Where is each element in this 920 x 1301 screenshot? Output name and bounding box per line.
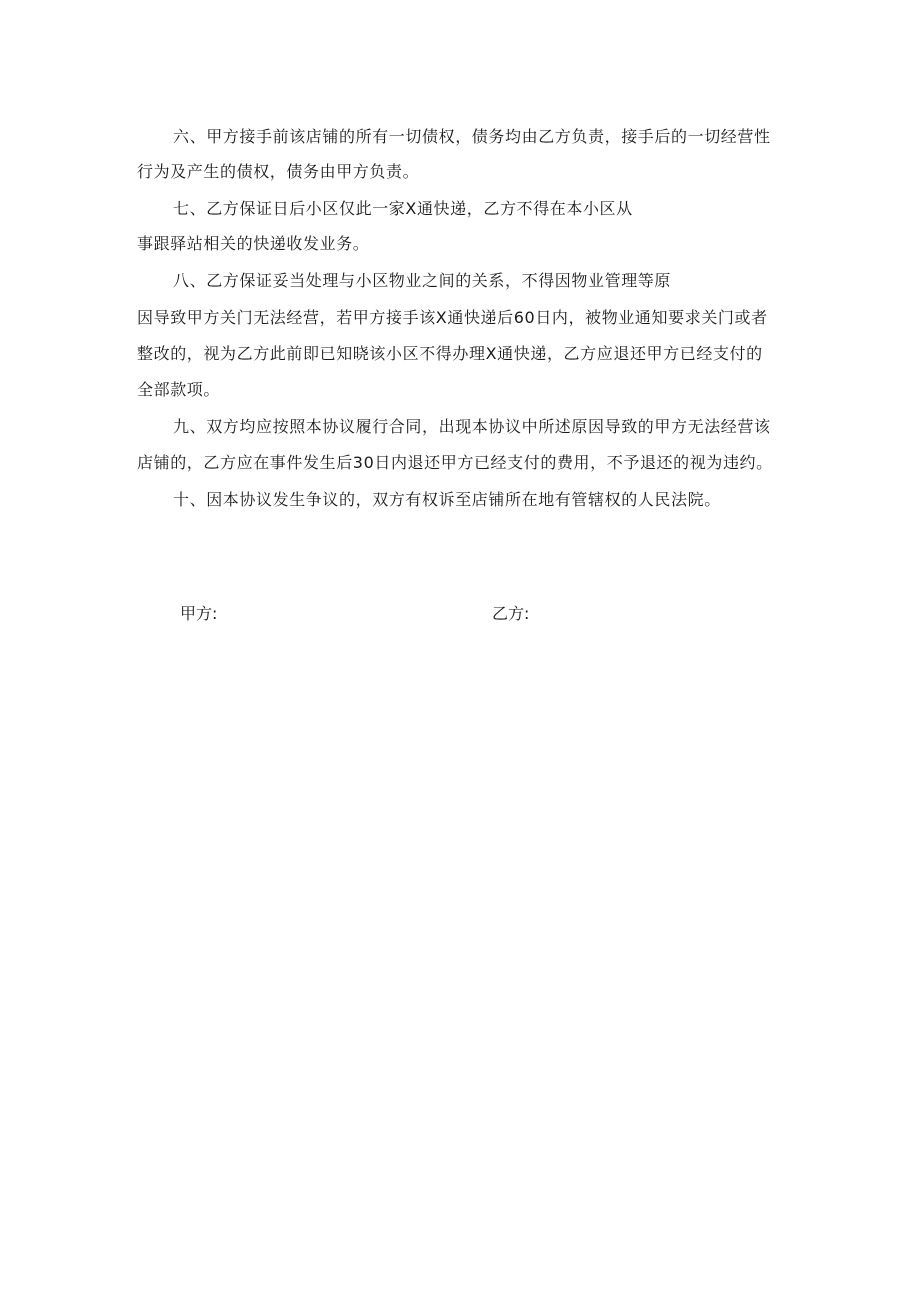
clause-6-line-2: 行为及产生的债权，债务由甲方负责。: [137, 162, 420, 181]
clause-8-line-4: 全部款项。: [137, 380, 221, 399]
clause-8-line-3: 整改的，视为乙方此前即已知晓该小区不得办理X通快递，乙方应退还甲方已经支付的: [137, 344, 763, 363]
clause-6-line-1: 六、甲方接手前该店铺的所有一切债权，债务均由乙方负责，接手后的一切经营性: [173, 127, 771, 146]
clause-8-line-1: 八、乙方保证妥当处理与小区物业之间的关系，不得因物业管理等原: [173, 271, 672, 290]
clause-7-line-2: 事跟驿站相关的快递收发业务。: [137, 234, 370, 253]
clause-9-line-1: 九、双方均应按照本协议履行合同，出现本协议中所述原因导致的甲方无法经营该: [173, 417, 771, 436]
party-b-signature-label: 乙方:: [492, 604, 530, 623]
clause-8-line-2: 因导致甲方关门无法经营，若甲方接手该X通快递后60日内，被物业通知要求关门或者: [137, 308, 768, 327]
clause-10-line-1: 十、因本协议发生争议的，双方有权诉至店铺所在地有管辖权的人民法院。: [173, 490, 721, 509]
clause-7-line-1: 七、乙方保证日后小区仅此一家X通快递，乙方不得在本小区从: [173, 199, 633, 218]
party-a-signature-label: 甲方:: [180, 604, 218, 623]
clause-9-line-2: 店铺的，乙方应在事件发生后30日内退还甲方已经支付的费用，不予退还的视为违约。: [137, 453, 773, 472]
